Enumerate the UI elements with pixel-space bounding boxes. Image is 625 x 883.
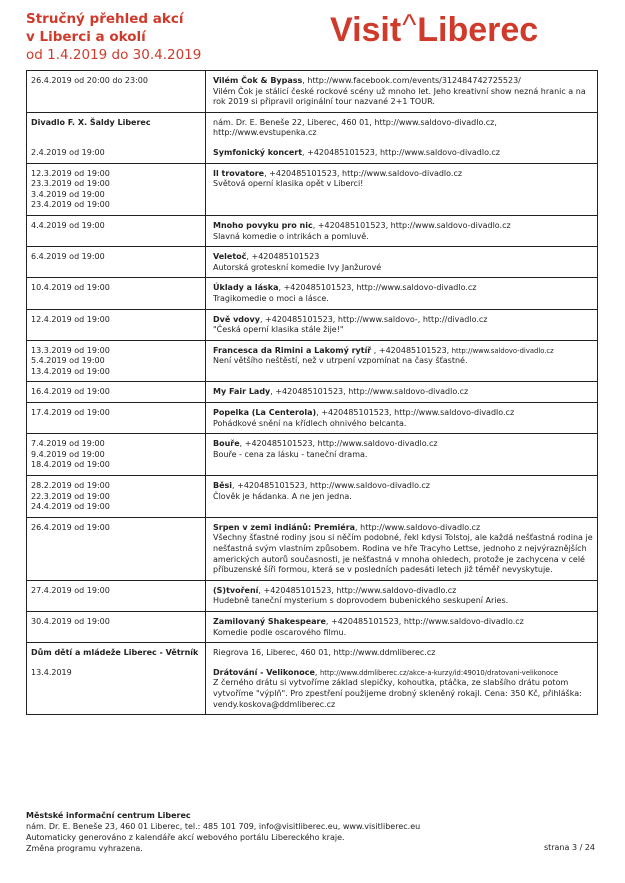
- title-line-2: v Liberci a okolí: [26, 29, 146, 45]
- event-contact: , +420485101523, http://www.saldovo-divadlo.cz: [302, 147, 500, 157]
- event-contact: , +420485101523, http://www.saldovo-divadlo.cz: [278, 283, 477, 293]
- event-date: 12.4.2019 od 19:00: [31, 314, 110, 324]
- event-dates: [27, 612, 206, 642]
- event-date: 13.3.2019 od 19:00: [31, 345, 110, 355]
- event-contact: , +420485101523: [246, 252, 320, 262]
- title-line-1: Stručný přehled akcí: [26, 11, 184, 27]
- event-description: Všechny šťastné rodiny jsou si něčím podobné, řekl kdysi Tolstoj, ale každá nešťastná rodina je nešťastná svým vlastním způsobem. Rodina ve hře Tracyho Lettse, jednoho z nejvýraznějších amerických autorů současnosti, je nešťastná v mnoha ohledech, protože je zachycena v celé příbuzenské šíři formou, která se v posledních padesáti letech již téměř nevyskytuje.: [213, 533, 593, 575]
- event-date: 2.4.2019 od 19:00: [31, 147, 105, 157]
- event-date: 30.4.2019 od 19:00: [31, 616, 110, 626]
- event-name: Symfonický koncert: [213, 147, 303, 157]
- date-range: od 1.4.2019 do 30.4.2019: [26, 47, 202, 63]
- footer-generated-note: Automaticky generováno z kalendáře akcí webového portálu Libereckého kraje.: [26, 833, 345, 842]
- event-name: My Fair Lady: [213, 387, 271, 397]
- event-date: 7.4.2019 od 19:00: [31, 439, 105, 449]
- event-dates: [27, 434, 206, 475]
- event-dates: [27, 518, 206, 580]
- event-date: 4.4.2019 od 19:00: [31, 220, 105, 230]
- event-row: [27, 475, 597, 517]
- events-table: [26, 70, 598, 715]
- event-date: 23.3.2019 od 19:00: [31, 179, 110, 189]
- event-date: 24.4.2019 od 19:00: [31, 502, 110, 512]
- event-dates: [27, 403, 206, 433]
- event-dates: [27, 476, 206, 517]
- event-details: [206, 216, 597, 246]
- event-name: Veletoč: [213, 252, 247, 262]
- venue-address: nám. Dr. E. Beneše 22, Liberec, 460 01, http://www.saldovo-divadlo.cz, http://www.evstupenka.cz: [213, 117, 497, 138]
- event-contact: , +420485101523, http://www.saldovo-, http://divadlo.cz: [259, 314, 488, 324]
- event-row: [27, 381, 597, 402]
- event-details: [206, 612, 597, 642]
- event-description: Komedie podle oscarového filmu.: [213, 627, 347, 637]
- event-date: 13.4.2019: [31, 667, 72, 677]
- event-details: [206, 518, 597, 580]
- event-description: Slavná komedie o intrikách a pomluvě.: [213, 231, 369, 241]
- event-date: 23.4.2019 od 19:00: [31, 200, 110, 210]
- event-row: [27, 433, 597, 475]
- page-number: strana 3 / 24: [543, 843, 595, 852]
- venue-name: Dům dětí a mládeže Liberec - Větrník: [27, 643, 206, 663]
- footer-disclaimer: Změna programu vyhrazena.: [26, 844, 143, 853]
- venue-address: Riegrova 16, Liberec, 460 01, http://www.ddmliberec.cz: [213, 648, 436, 658]
- event-row: [27, 309, 597, 340]
- event-row: [27, 517, 597, 580]
- event-dates: [27, 341, 206, 382]
- event-title-line: [213, 586, 593, 597]
- event-details: [206, 663, 597, 714]
- event-title-line: [213, 668, 593, 679]
- event-contact: , +420485101523, http://www.saldovo-divadlo.cz: [232, 481, 430, 491]
- event-description: Vilém Čok je stálicí české rockové scény už mnoho let. Jeho kreativní show nezná hranic a na rok 2019 si připravil originální tour nazvané 2+1 TOUR.: [213, 86, 586, 107]
- event-name: Zamilovaný Shakespeare: [213, 616, 326, 626]
- event-description: Hudebně taneční mysterium s doprovodem bubenického seskupení Aries.: [213, 596, 509, 606]
- event-description: Světová operní klasika opět v Liberci!: [213, 179, 364, 189]
- event-name: Běsi: [213, 481, 233, 491]
- logo-text-liberec: Liberec: [417, 11, 539, 49]
- event-date: 26.4.2019 od 20:00 do 23:00: [31, 76, 148, 85]
- event-date: 6.4.2019 od 19:00: [31, 252, 105, 262]
- event-details: [206, 434, 597, 475]
- event-dates: [27, 310, 206, 340]
- event-dates: [27, 164, 206, 215]
- footer: [26, 810, 420, 854]
- event-description: Tragikomedie o moci a lásce.: [213, 293, 329, 303]
- venue-row: [27, 642, 597, 663]
- event-link: http://www.ddmliberec.cz/akce-a-kurzy/id:49010/dratovani-velikonoce: [319, 668, 559, 677]
- event-title-line: [213, 439, 593, 450]
- event-row: [27, 402, 597, 433]
- event-contact: , +420485101523, http://www.saldovo-divadlo.cz: [239, 439, 438, 449]
- event-title-line: [213, 346, 593, 357]
- event-title-line: [213, 148, 593, 159]
- event-title-line: [213, 617, 593, 628]
- document-header: [26, 10, 201, 64]
- event-row: [27, 215, 597, 246]
- event-name: Popelka (La Centerola): [213, 408, 317, 418]
- event-details: [206, 71, 597, 112]
- event-dates: [27, 278, 206, 308]
- event-details: [206, 143, 597, 163]
- event-title-line: [213, 221, 593, 232]
- event-description: Autorská groteskní komedie Ivy Janžurové: [213, 262, 382, 272]
- event-title-line: [213, 481, 593, 492]
- event-row: [27, 340, 597, 382]
- event-name: Il trovatore: [213, 168, 265, 178]
- event-details: [206, 247, 597, 277]
- event-description: Pohádkové snění na křídlech ohnivého belcanta.: [213, 418, 407, 428]
- event-dates: [27, 382, 206, 402]
- event-row: [27, 663, 597, 714]
- event-title-line: [213, 76, 593, 87]
- event-dates: [27, 216, 206, 246]
- event-name: (S)tvoření: [213, 585, 259, 595]
- event-date: 17.4.2019 od 19:00: [31, 408, 110, 418]
- event-description: Bouře - cena za lásku - taneční drama.: [213, 449, 368, 459]
- event-dates: [27, 71, 206, 112]
- event-row: [27, 143, 597, 163]
- event-date: 16.4.2019 od 19:00: [31, 387, 110, 397]
- event-row: [27, 246, 597, 277]
- event-description: "Česká operní klasika stále žije!": [213, 325, 344, 335]
- event-date: 26.4.2019 od 19:00: [31, 522, 110, 532]
- event-date: 18.4.2019 od 19:00: [31, 460, 110, 470]
- event-title-line: [213, 169, 593, 180]
- event-dates: [27, 247, 206, 277]
- event-name: Mnoho povyku pro nic: [213, 220, 313, 230]
- event-date: 12.3.2019 od 19:00: [31, 168, 110, 178]
- event-date: 5.4.2019 od 19:00: [31, 356, 105, 366]
- event-name: Vilém Čok & Bypass: [213, 76, 303, 85]
- event-title-line: [213, 252, 593, 263]
- visit-liberec-logo: [330, 10, 538, 52]
- event-title-line: [213, 315, 593, 326]
- event-date: 3.4.2019 od 19:00: [31, 189, 105, 199]
- event-name: Francesca da Rimini a Lakomý rytíř: [213, 345, 372, 355]
- event-row: [27, 580, 597, 611]
- event-contact: , +420485101523, http://www.saldovo-divadlo.cz: [264, 168, 463, 178]
- event-row: [27, 163, 597, 215]
- event-dates: [27, 663, 206, 714]
- event-title-line: [213, 283, 593, 294]
- event-name: Bouře: [213, 439, 240, 449]
- event-date: 27.4.2019 od 19:00: [31, 585, 110, 595]
- event-details: [206, 310, 597, 340]
- event-link: http://www.saldovo-divadlo.cz: [451, 346, 554, 355]
- event-date: 9.4.2019 od 19:00: [31, 449, 105, 459]
- event-row: [27, 71, 597, 112]
- event-contact: , +420485101523, http://www.saldovo-divadlo.cz: [325, 616, 524, 626]
- event-description: Z černého drátu si vytvoříme základ slepičky, kohoutka, ptáčka, ze slabšího drátu potom vytvoříme "výplň". Pro zpestření použijeme drobný skleněný rokajl. Cena: 350 Kč, přihláška: vendy.koskova@ddmliberec.cz: [213, 678, 582, 709]
- event-details: [206, 164, 597, 215]
- event-row: [27, 277, 597, 308]
- event-description: Člověk je hádanka. A ne jen jedna.: [213, 491, 352, 501]
- event-contact: , http://www.facebook.com/events/312484742725523/: [302, 76, 521, 85]
- event-date: 28.2.2019 od 19:00: [31, 481, 110, 491]
- event-contact: , +420485101523, http://www.saldovo-divadlo.cz: [312, 220, 511, 230]
- event-date: 13.4.2019 od 19:00: [31, 366, 110, 376]
- event-contact: , +420485101523, http://www.saldovo-divadlo.cz: [316, 408, 515, 418]
- event-dates: [27, 143, 206, 163]
- event-name: Drátování - Velikonoce: [213, 667, 315, 677]
- event-description: Není většího neštěstí, než v utrpení vzpomínat na časy šťastné.: [213, 356, 468, 366]
- footer-contact: nám. Dr. E. Beneše 23, 460 01 Liberec, tel.: 485 101 709, info@visitliberec.eu, www.visitliberec.eu: [26, 822, 421, 831]
- event-details: [206, 341, 597, 382]
- event-contact: ,: [314, 667, 320, 677]
- event-contact: , +420485101523,: [371, 345, 452, 355]
- event-title-line: [213, 408, 593, 419]
- event-contact: , http://www.saldovo-divadlo.cz: [355, 522, 481, 532]
- event-details: [206, 476, 597, 517]
- event-name: Dvě vdovy: [213, 314, 260, 324]
- event-details: [206, 278, 597, 308]
- event-name: Srpen v zemi indiánů: Premiéra: [213, 522, 356, 532]
- event-title-line: [213, 523, 593, 534]
- event-date: 10.4.2019 od 19:00: [31, 283, 110, 293]
- event-date: 22.3.2019 od 19:00: [31, 491, 110, 501]
- event-row: [27, 611, 597, 642]
- logo-text-visit: Visit: [330, 11, 402, 49]
- event-details: [206, 581, 597, 611]
- event-name: Úklady a láska: [213, 283, 279, 293]
- venue-name: Divadlo F. X. Šaldy Liberec: [27, 113, 206, 143]
- footer-organization: Městské informační centrum Liberec: [26, 811, 191, 820]
- logo-caret: ^: [402, 9, 417, 42]
- event-contact: , +420485101523, http://www.saldovo-divadlo.cz: [270, 387, 469, 397]
- event-details: [206, 403, 597, 433]
- event-details: [206, 382, 597, 402]
- venue-row: [27, 112, 597, 143]
- event-title-line: [213, 387, 593, 398]
- event-contact: , +420485101523, http://www.saldovo-divadlo.cz: [258, 585, 457, 595]
- event-dates: [27, 581, 206, 611]
